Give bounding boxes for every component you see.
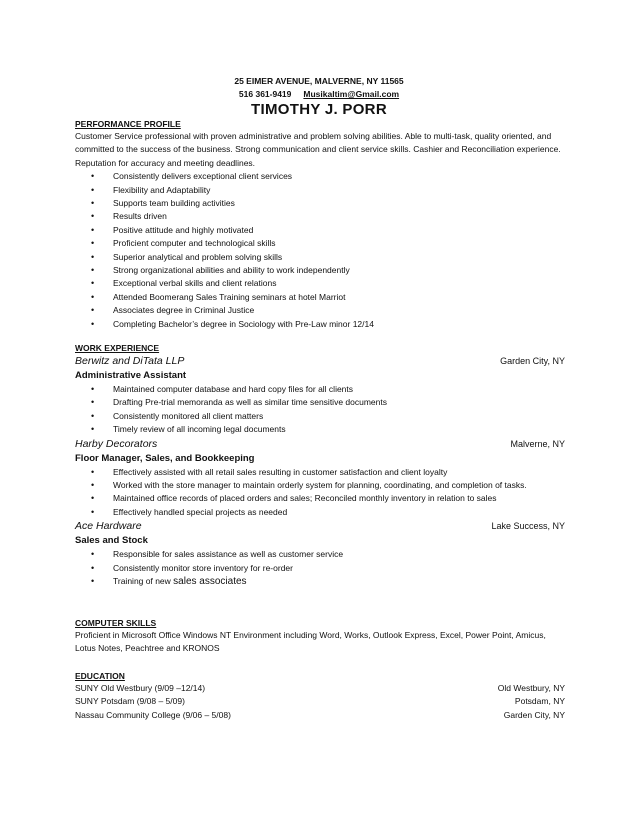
list-item: • Results driven [75, 210, 565, 223]
job-role: Sales and Stock [75, 535, 148, 547]
school-location: Old Westbury, NY [497, 683, 565, 693]
school-location: Potsdam, NY [514, 696, 565, 707]
list-item-text: Training of new [113, 576, 174, 587]
list-item: • Flexibility and Adaptability [75, 184, 565, 197]
list-item: • Maintained office records of placed orders and sales; Reconciled monthly inventory in relation to sales [75, 492, 565, 505]
list-item: • Consistently delivers exceptional client services [75, 170, 565, 183]
list-item: • Attended Boomerang Sales Training seminars at hotel Marriot [75, 291, 565, 304]
company-name: Ace Hardware [75, 520, 142, 533]
school-name: SUNY Old Westbury (9/09 –12/14) [75, 683, 206, 693]
list-item-text-large: sales associates [173, 576, 247, 588]
list-item: • Supports team building activities [75, 197, 565, 210]
list-item: • Superior analytical and problem solving skills [75, 251, 565, 264]
section-title-education: EDUCATION [75, 671, 125, 681]
list-item: • Consistently monitored all client matters [75, 410, 565, 423]
list-item: • Associates degree in Criminal Justice [75, 304, 565, 317]
list-item: • Effectively assisted with all retail sales resulting in customer satisfaction and client loyalty [75, 466, 565, 479]
job-bullet-list [75, 548, 565, 588]
job-bullet-list [75, 383, 565, 437]
list-item: • Positive attitude and highly motivated [75, 224, 565, 237]
education-row [75, 709, 565, 722]
work-experience-section [75, 343, 565, 588]
profile-summary: Customer Service professional with proven administrative and problem solving abilities. Able to multi-task, quality oriented, and committed to the success of the business. Strong communication and client service skills. Cashier and Reconciliation experience. Reputation for accuracy and meeting deadlines. [75, 131, 561, 168]
school-name: SUNY Potsdam (9/08 – 5/09) [75, 696, 185, 707]
section-title-profile: PERFORMANCE PROFILE [75, 119, 181, 129]
education-row [75, 695, 565, 708]
computer-skills-section [75, 618, 565, 656]
section-title-experience: WORK EXPERIENCE [75, 343, 160, 353]
school-name: Nassau Community College (9/06 – 5/08) [75, 709, 231, 720]
list-item: • Responsible for sales assistance as well as customer service [75, 548, 565, 561]
list-item: • Maintained computer database and hard copy files for all clients [75, 383, 565, 396]
list-item: • Exceptional verbal skills and client relations [75, 277, 565, 290]
profile-bullet-list [75, 170, 565, 331]
list-item: • Strong organizational abilities and ability to work independently [75, 264, 565, 277]
candidate-name: TIMOTHY J. PORR [251, 101, 387, 118]
skills-text: Proficient in Microsoft Office Windows NT Environment including Word, Works, Outlook Express, Excel, Power Point, Amicus, Lotus Notes, Peachtree and KRONOS [75, 630, 546, 654]
list-item: • Effectively handled special projects as needed [75, 506, 565, 519]
contact-line [0, 89, 638, 99]
address-line: 25 EIMER AVENUE, MALVERNE, NY 11565 [234, 76, 404, 86]
list-item [75, 575, 565, 588]
job-entry [75, 519, 565, 588]
list-item: • Timely review of all incoming legal documents [75, 423, 565, 436]
job-role: Administrative Assistant [75, 370, 187, 381]
performance-profile-section [75, 119, 565, 331]
job-location: Lake Success, NY [491, 521, 565, 532]
education-section [75, 671, 565, 722]
job-location: Malverne, NY [510, 438, 565, 449]
job-bullet-list [75, 466, 565, 520]
email-link[interactable]: Musikaltim@Gmail.com [303, 89, 400, 99]
list-item: • Consistently monitor store inventory for re-order [75, 562, 565, 575]
list-item: • Completing Bachelor’s degree in Sociology with Pre-Law minor 12/14 [75, 318, 565, 331]
company-name: Harby Decorators [75, 437, 158, 450]
job-location: Garden City, NY [500, 356, 565, 366]
school-location: Garden City, NY [503, 709, 565, 720]
section-title-skills: COMPUTER SKILLS [75, 618, 157, 628]
education-row [75, 682, 565, 695]
list-item: • Worked with the store manager to maintain orderly system for planning, coordinating, and completion of tasks. [75, 479, 565, 492]
company-name: Berwitz and DiTata LLP [75, 355, 185, 367]
job-entry [75, 437, 565, 520]
job-entry [75, 354, 565, 437]
phone-number: 516 361-9419 [238, 89, 292, 99]
job-role: Floor Manager, Sales, and Bookkeeping [75, 452, 255, 464]
list-item: • Proficient computer and technological skills [75, 237, 565, 250]
list-item: • Drafting Pre-trial memoranda as well as similar time sensitive documents [75, 396, 565, 409]
